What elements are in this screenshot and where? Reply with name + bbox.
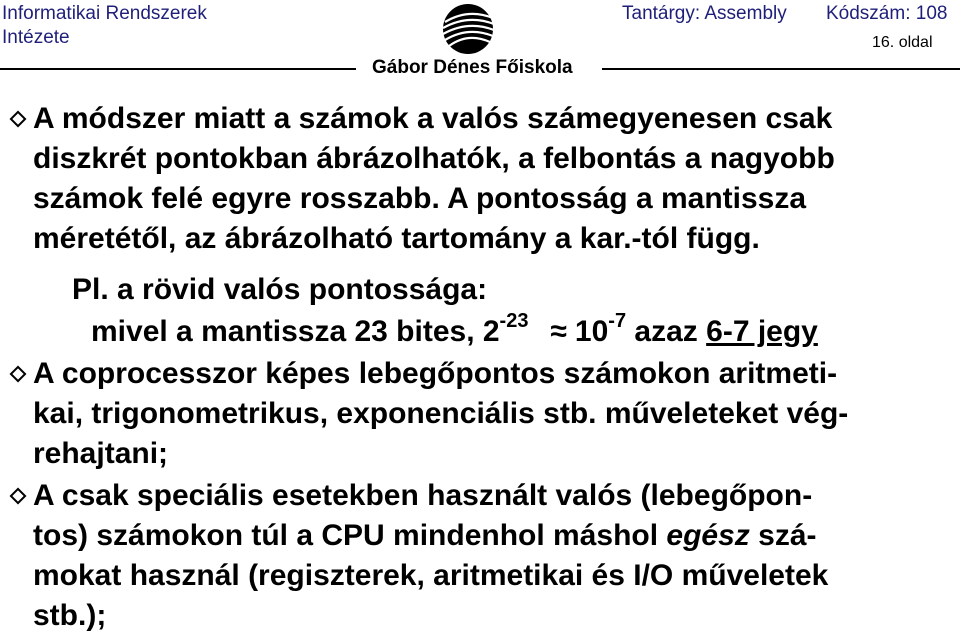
emphasis-text: egész	[666, 519, 750, 552]
header-rule-right	[602, 68, 960, 70]
text-line: A coprocesszor képes lebegőpontos számokon aritmeti-	[33, 357, 838, 390]
text-line	[33, 516, 958, 556]
bullet-diamond-icon	[10, 488, 27, 505]
example-digits: 6-7 jegy	[706, 315, 818, 348]
text-segment: tos) számokon túl a CPU mindenhol máshol	[33, 519, 667, 552]
paragraph-cpu-integers	[33, 476, 958, 636]
text-line: A csak speciális esetekben használt valós (lebegőpon-	[33, 479, 813, 512]
exponent-2: -7	[608, 310, 627, 332]
institute-name-line1: Informatikai Rendszerek	[2, 3, 207, 24]
example-prefix: mivel a mantissza 23 bites, 2	[91, 315, 500, 348]
paragraph-coprocessor	[33, 354, 958, 474]
text-line: stb.);	[33, 599, 107, 632]
header-rule-left	[0, 68, 356, 70]
approx-symbol: ≈	[550, 315, 567, 348]
text-segment: szá-	[749, 519, 817, 552]
example-power-base: 10	[574, 315, 609, 348]
text-line: kai, trigonometrikus, exponenciális stb. műveleteket vég-	[33, 397, 849, 430]
college-name: Gábor Dénes Főiskola	[372, 57, 573, 78]
text-line: mokat használ (regiszterek, aritmetikai és I/O műveletek	[33, 559, 829, 592]
text-line: számok felé egyre rosszabb. A pontosság a mantissza	[33, 182, 807, 215]
institute-name-line2: Intézete	[2, 27, 70, 48]
page-number: 16. oldal	[872, 34, 933, 51]
text-line: A módszer miatt a számok a valós számegyenesen csak	[33, 102, 833, 135]
example-azaz: azaz	[626, 315, 707, 348]
subject-label: Tantárgy: Assembly	[622, 3, 787, 24]
college-logo-icon	[437, 2, 499, 56]
text-line: méretétől, az ábrázolható tartomány a kar.-tól függ.	[33, 222, 760, 255]
text-line: rehajtani;	[33, 437, 169, 470]
example-label: Pl. a rövid valós pontossága:	[72, 273, 488, 306]
example-formula	[91, 312, 818, 355]
bullet-diamond-icon	[10, 366, 27, 383]
text-line: diszkrét pontokban ábrázolhatók, a felbontás a nagyobb	[33, 142, 835, 175]
course-code: Kódszám: 108	[826, 3, 948, 24]
exponent-1: -23	[499, 310, 529, 332]
paragraph-precision	[33, 99, 958, 259]
bullet-diamond-icon	[10, 111, 27, 128]
